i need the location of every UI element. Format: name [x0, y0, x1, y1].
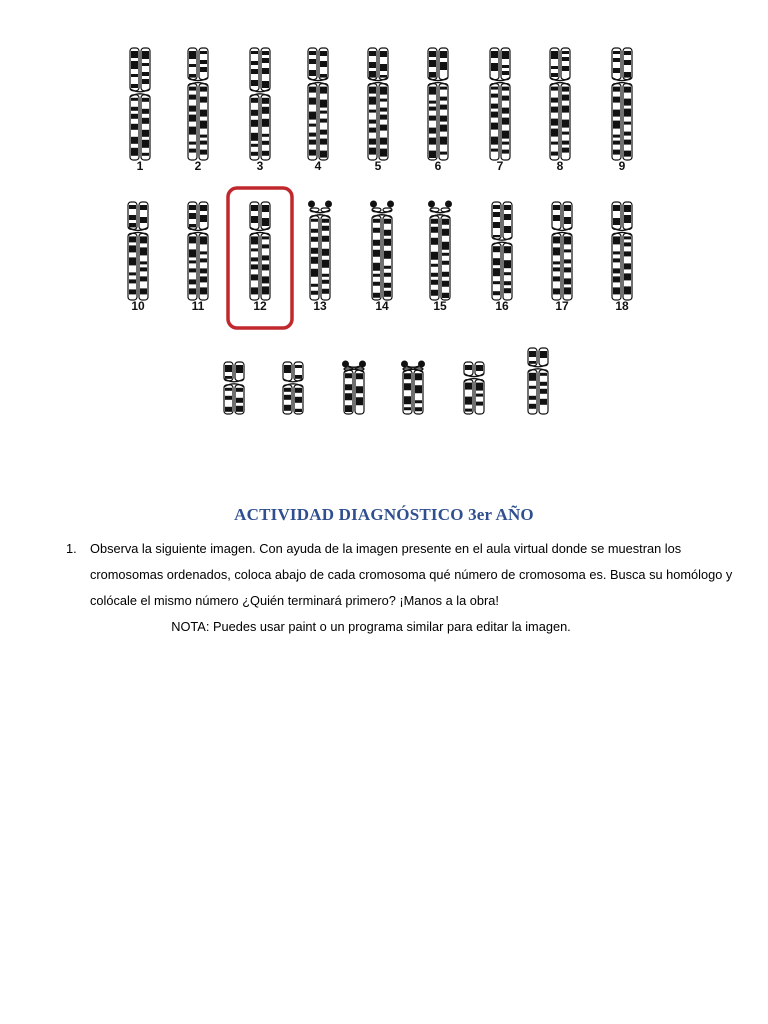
list-item: [66, 536, 736, 614]
chromosome-label: 1: [136, 159, 144, 173]
chromosome-9: [612, 48, 632, 160]
chromosome-2: [188, 48, 208, 160]
chromosome-21: [342, 361, 366, 415]
chromosome-label: 12: [253, 299, 267, 313]
chromosome-label: 9: [618, 159, 626, 173]
chromosome-18: [612, 202, 632, 300]
chromosome-22: [401, 361, 425, 415]
chromosome-11: [188, 202, 208, 300]
chromosome-label: 4: [314, 159, 322, 173]
chromosome-23: [464, 362, 484, 414]
chromosome-label: 14: [375, 299, 389, 313]
chromosome-17: [552, 202, 572, 300]
chromosome-19: [224, 362, 244, 414]
chromosome-15: [428, 201, 452, 301]
chromosome-3: [250, 48, 270, 160]
chromosome-label: 17: [555, 299, 569, 313]
chromosome-label: 7: [496, 159, 504, 173]
chromosome-label: 11: [191, 299, 205, 313]
chromosome-7: [490, 48, 510, 160]
chromosome-label: 13: [313, 299, 327, 313]
chromosome-8: [550, 48, 570, 160]
chromosome-6: [428, 48, 448, 160]
chromosome-20: [283, 362, 303, 414]
chromosome-label: 5: [374, 159, 382, 173]
page-title: ACTIVIDAD DIAGNÓSTICO 3er AÑO: [234, 505, 534, 525]
karyotype-figure: [90, 30, 650, 420]
chromosome-16: [492, 202, 512, 300]
note-text: NOTA: Puedes usar paint o un programa similar para editar la imagen.: [171, 619, 571, 634]
chromosome-label: 10: [131, 299, 145, 313]
chromosome-label: 3: [256, 159, 264, 173]
chromosome-24: [528, 348, 548, 414]
chromosome-1: [130, 48, 150, 160]
item-text: Observa la siguiente imagen. Con ayuda de la imagen presente en el aula virtual donde se muestran los cromosomas ordenados, coloca abajo de cada cromosoma qué número de cromosoma es. Busca su homólogo y colócale el mismo número ¿Quién terminará primero? ¡Manos a la obra!: [90, 541, 733, 608]
chromosome-label: 6: [434, 159, 442, 173]
chromosome-label: 15: [433, 299, 447, 313]
chromosome-label: 2: [194, 159, 202, 173]
chromosome-label: 8: [556, 159, 564, 173]
item-number: 1.: [66, 541, 77, 556]
karyotype-svg: [90, 30, 650, 420]
instructions: [66, 536, 736, 640]
chromosome-4: [308, 48, 328, 160]
chromosome-label: 18: [615, 299, 629, 313]
chromosome-12: [250, 202, 270, 300]
chromosome-14: [370, 201, 394, 301]
chromosome-label: 16: [495, 299, 509, 313]
chromosome-13: [308, 201, 332, 301]
chromosome-5: [368, 48, 388, 160]
chromosome-10: [128, 202, 148, 300]
